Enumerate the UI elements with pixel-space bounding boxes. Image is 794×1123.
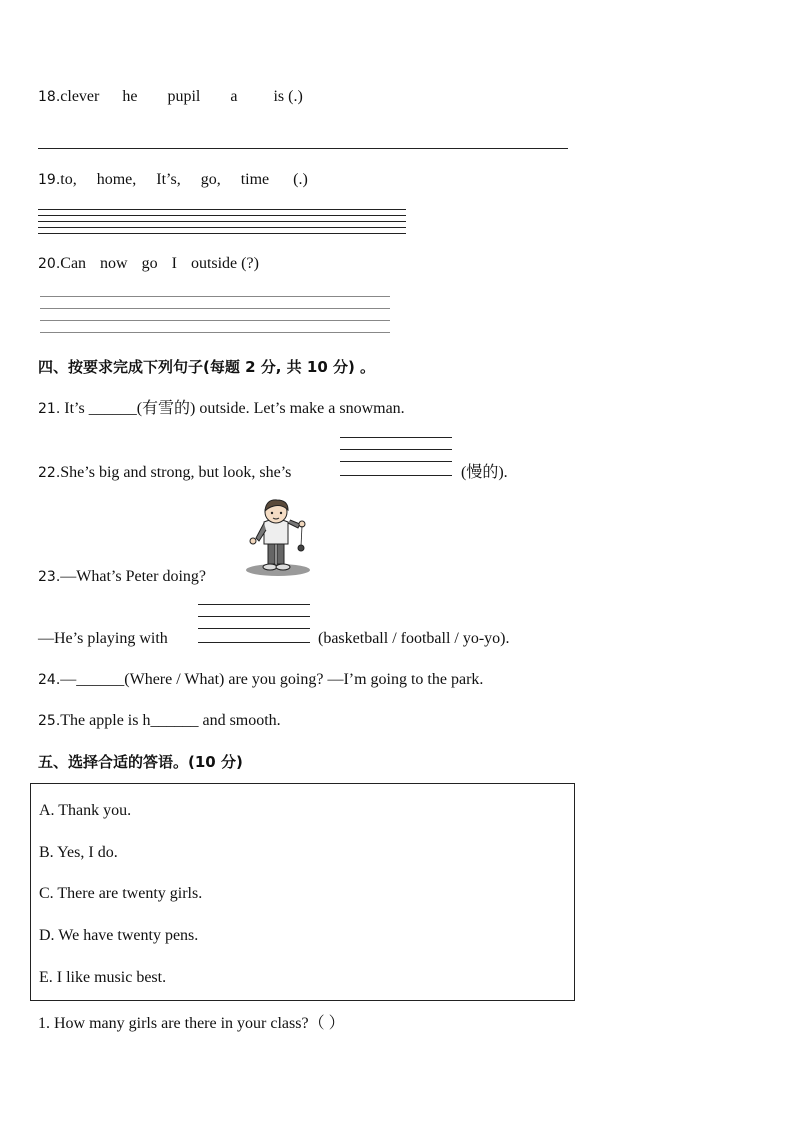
scrambled-word: time xyxy=(240,171,270,188)
question-number: 20. xyxy=(38,256,61,272)
scrambled-word: outside (?) xyxy=(190,255,259,272)
question-19 xyxy=(38,170,308,190)
question-number: 18. xyxy=(38,89,61,105)
option-e: E. I like music best. xyxy=(39,969,167,986)
option-a: A. Thank you. xyxy=(39,802,132,819)
option-b: B. Yes, I do. xyxy=(39,844,118,861)
scrambled-word: (.) xyxy=(293,171,308,188)
question-number: 19. xyxy=(38,172,61,188)
boy-yoyo-illustration xyxy=(244,498,314,580)
section-4-title: 四、按要求完成下列句子(每题 2 分, 共 10 分) 。 xyxy=(38,358,376,376)
scrambled-word: is (.) xyxy=(273,88,303,105)
question-25: 25.The apple is h______ and smooth. xyxy=(38,712,281,729)
answer-blank[interactable]: ______ xyxy=(76,671,125,688)
question-number: 24. xyxy=(38,672,61,688)
option-d: D. We have twenty pens. xyxy=(39,927,199,944)
scrambled-word: now xyxy=(100,255,128,272)
question-21: 21. It’s ______(有雪的) outside. Let’s make a snowman. xyxy=(38,400,405,417)
question-22: 22.She’s big and strong, but look, she’s xyxy=(38,464,292,481)
question-number: 21. xyxy=(38,401,61,417)
question-number: 25. xyxy=(38,713,61,729)
scrambled-word: go xyxy=(141,255,158,272)
scrambled-word: pupil xyxy=(167,88,201,105)
scrambled-word: go, xyxy=(200,171,221,188)
question-23-answer: —He’s playing with xyxy=(38,630,168,647)
scrambled-word: he xyxy=(122,88,138,105)
question-23: 23.—What’s Peter doing? xyxy=(38,568,207,585)
scrambled-word: to, xyxy=(60,171,77,188)
question-number: 22. xyxy=(38,465,61,481)
scrambled-word: I xyxy=(171,255,177,272)
option-c: C. There are twenty girls. xyxy=(39,885,203,902)
question-22-hint: (慢的). xyxy=(461,464,508,481)
scrambled-word: clever xyxy=(60,88,100,105)
scrambled-word: a xyxy=(230,88,238,105)
question-18 xyxy=(38,87,303,107)
question-24: 24.—______(Where / What) are you going? —I’m going to the park. xyxy=(38,671,484,688)
answer-paren[interactable]: （ ） xyxy=(308,1015,345,1032)
question-number: 23. xyxy=(38,569,61,585)
scrambled-word: home, xyxy=(96,171,137,188)
scrambled-word: It’s, xyxy=(156,171,181,188)
answer-blank[interactable]: ______ xyxy=(88,400,137,417)
question-1: 1. How many girls are there in your class?（ ） xyxy=(38,1015,345,1032)
section-5-title: 五、选择合适的答语。(10 分) xyxy=(38,753,243,771)
question-23-options: (basketball / football / yo-yo). xyxy=(318,630,510,647)
scrambled-word: Can xyxy=(60,255,87,272)
question-20 xyxy=(38,254,259,274)
answer-options-box xyxy=(30,783,575,1001)
answer-line[interactable] xyxy=(38,148,568,149)
